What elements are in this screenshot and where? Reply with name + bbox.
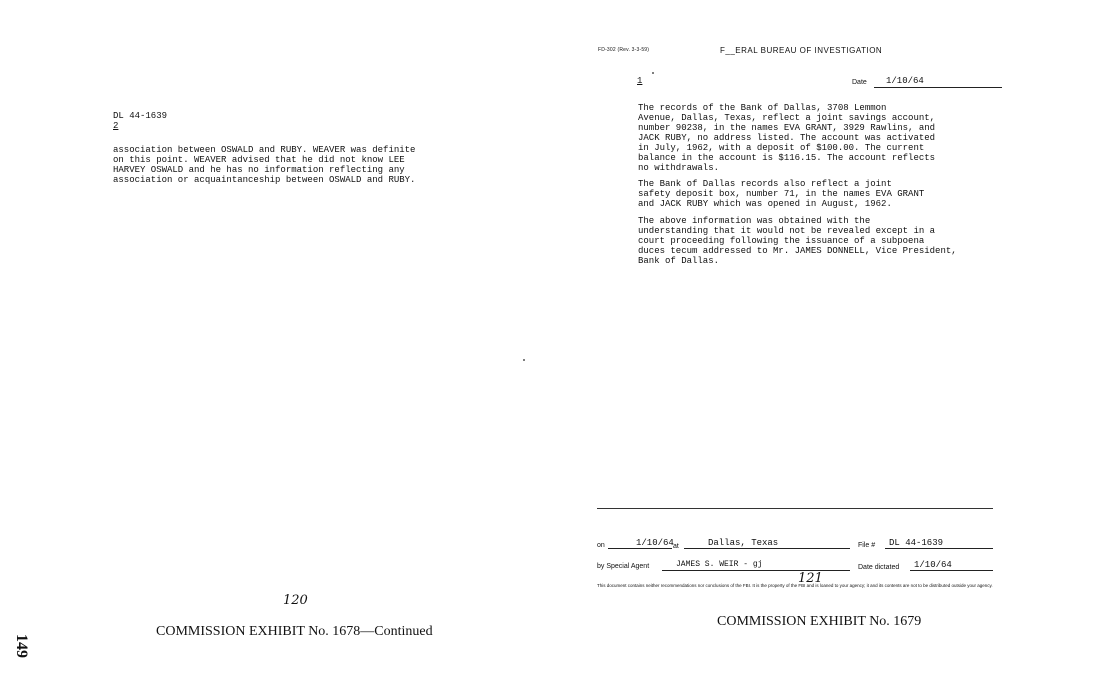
special-agent-label: by Special Agent xyxy=(597,563,650,570)
file-number-label: File # xyxy=(858,542,876,549)
location-value: Dallas, Texas xyxy=(684,538,850,549)
handwritten-page-number: 121 xyxy=(798,571,823,586)
special-agent-value: JAMES S. WEIR - gj xyxy=(662,560,850,571)
disclaimer-text: This document contains neither recommendations nor conclusions of the FBI. It is the property of the FBI and is loaned to your agency; it and its contents are not to be distributed outside your agency. xyxy=(597,583,993,588)
continued-paragraph: association between OSWALD and RUBY. WEAVER was definite on this point. WEAVER advised that he did not know LEE HARVEY OSWALD and he has no information reflecting any association or acquaintanceship between OSWALD and RUBY. xyxy=(113,145,416,185)
date-dictated-label: Date dictated xyxy=(858,564,900,571)
paragraph-deposit-box: The Bank of Dallas records also reflect a joint safety deposit box, number 71, in the names EVA GRANT and JACK RUBY which was opened in August, 1962. xyxy=(638,179,925,209)
exhibit-caption-right: COMMISSION EXHIBIT No. 1679 xyxy=(717,614,922,629)
on-label: on xyxy=(597,542,605,549)
page-number: 2 xyxy=(113,121,119,131)
file-number: DL 44-1639 xyxy=(113,111,168,121)
form-number: FD-302 (Rev. 3-3-59) xyxy=(598,47,650,53)
exhibit-caption-left: COMMISSION EXHIBIT No. 1678—Continued xyxy=(156,624,433,639)
date-dictated-value: 1/10/64 xyxy=(910,560,993,571)
footer-divider xyxy=(597,508,993,509)
date-label: Date xyxy=(852,79,867,86)
scan-speck xyxy=(652,72,654,74)
date-value: 1/10/64 xyxy=(874,76,1002,88)
on-date: 1/10/64 xyxy=(608,538,672,549)
book-page-number xyxy=(8,630,34,660)
at-label: at xyxy=(673,543,679,550)
file-reference xyxy=(113,111,167,131)
scan-speck xyxy=(523,359,525,361)
paragraph-information-source: The above information was obtained with the understanding that it would not be revealed except in a court proceeding following the issuance of a subpoena duces tecum addressed to Mr. JAMES DONNELL, Vice President, Bank of Dallas. xyxy=(638,216,957,266)
agency-header: F__ERAL BUREAU OF INVESTIGATION xyxy=(720,46,883,55)
file-number-value: DL 44-1639 xyxy=(885,538,993,549)
handwritten-page-number: 120 xyxy=(283,593,308,608)
book-page-number-text: 149 xyxy=(13,634,30,658)
paragraph-bank-account: The records of the Bank of Dallas, 3708 Lemmon Avenue, Dallas, Texas, reflect a joint savings account, number 90238, in the names EVA GRANT, 3929 Rawlins, and JACK RUBY, no address listed. The account was activated in July, 1962, with a deposit of $100.00. The current balance in the account is $116.15. The account reflects no withdrawals. xyxy=(638,103,936,173)
page-number: 1 xyxy=(637,76,643,86)
